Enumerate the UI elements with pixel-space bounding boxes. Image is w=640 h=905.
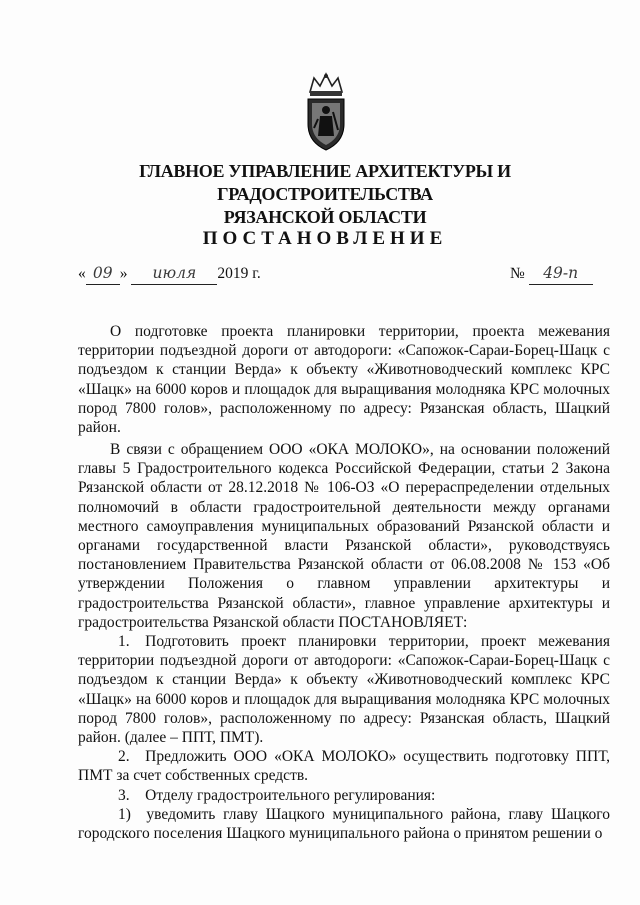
- document-number: № 49-п: [510, 262, 593, 285]
- subject-paragraph: О подготовке проекта планировки территории, проекта межевания территории подъездной дороги от автодороги: «Сапожок-Сараи-Борец-Шацк с подъездом к станции Верда» к объекту «Животноводческий комплекс КРС «Шацк» на 6000 коров и площадок для выращивания молодняка КРС молочных пород 7800 голов», расположенному по адресу: Рязанская область, Шацкий район.: [78, 323, 610, 437]
- issuing-authority: [40, 160, 610, 229]
- document-type: ПОСТАНОВЛЕНИЕ: [202, 228, 448, 249]
- date-year: 2019 г.: [217, 265, 261, 282]
- authority-line-1: ГЛАВНОЕ УПРАВЛЕНИЕ АРХИТЕКТУРЫ И ГРАДОСТРОИТЕЛЬСТВА: [139, 161, 511, 204]
- preamble-paragraph: В связи с обращением ООО «ОКА МОЛОКО», на основании положений главы 5 Градостроительного кодекса Российской Федерации, статьи 2 Закона Рязанской области от 28.12.2018 № 106-ОЗ «О перераспределении отдельных полномочий в области градостроительной деятельности между органами местного самоуправления муниципальных образований Рязанской области и органами государственной власти Рязанской области», руководствуясь постановлением Правительства Рязанской области от 06.08.2008 № 153 «Об утверждении Положения о главном управлении архитектуры и градостроительства Рязанской области», главное управление архитектуры и градостроительства Рязанской области ПОСТАНОВЛЯЕТ:: [78, 441, 610, 631]
- date-month: июля: [131, 262, 217, 285]
- document-date: « 09 » июля 2019 г.: [78, 262, 261, 285]
- list-item: 3. Отделу градостроительного регулирования:: [118, 786, 436, 804]
- document-subject: [78, 322, 610, 437]
- number-value: 49-п: [529, 262, 593, 285]
- list-item: 1) уведомить главу Шацкого муниципального района, главу Шацкого городского поселения Шацкого муниципального района о принятом решении о: [78, 805, 610, 843]
- list-item: 2. Предложить ООО «ОКА МОЛОКО» осуществить подготовку ППТ, ПМТ за счет собственных средств.: [78, 748, 610, 785]
- date-day: 09: [86, 262, 120, 285]
- authority-line-2: РЯЗАНСКОЙ ОБЛАСТИ: [223, 207, 427, 227]
- document-body: [78, 440, 610, 843]
- list-item: 1. Подготовить проект планировки территории, проект межевания территории подъездной дороги от автодороги: «Сапожок-Сараи-Борец-Шацк с подъездом к станции Верда» к объекту «Животноводческий комплекс КРС «Шацк» на 6000 коров и площадок для выращивания молодняка КРС молочных пород 7800 голов», расположенному по адресу: Рязанская область, Шацкий район. (далее – ППТ, ПМТ).: [78, 633, 610, 747]
- ryazan-coat-of-arms-icon: [300, 72, 352, 152]
